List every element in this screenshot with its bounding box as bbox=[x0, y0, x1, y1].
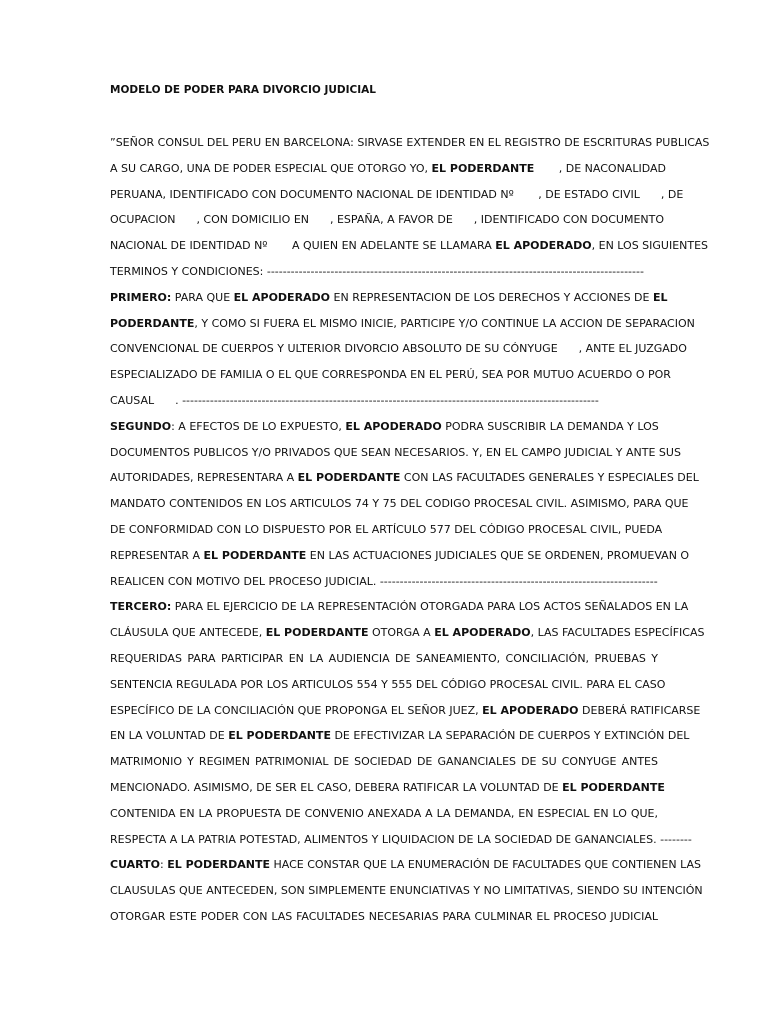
bold-text-segment: EL PODERDANTE bbox=[297, 471, 401, 485]
body-line bbox=[110, 213, 665, 227]
bold-text-segment: CUARTO bbox=[110, 858, 161, 872]
body-line bbox=[110, 626, 705, 640]
text-segment: EN LAS ACTUACIONES JUDICIALES QUE SE ORDENEN, PROMUEVAN O bbox=[306, 548, 690, 562]
text-segment: CONVENCIONAL DE CUERPOS Y ULTERIOR DIVORCIO ABSOLUTO DE SU CÓNYUGE , ANTE EL JUZGADO bbox=[110, 342, 687, 356]
body-line bbox=[110, 703, 701, 718]
text-segment: REQUERIDAS PARA PARTICIPAR EN LA AUDIENCIA DE SANEAMIENTO, CONCILIACIÓN, PRUEBAS Y bbox=[110, 652, 658, 665]
text-segment: CLAUSULAS QUE ANTECEDEN, SON SIMPLEMENTE ENUNCIATIVAS Y NO LIMITATIVAS, SIENDO SU INTENCIÓN bbox=[110, 884, 703, 898]
text-segment: OTORGAR ESTE PODER CON LAS FACULTADES NECESARIAS PARA CULMINAR EL PROCESO JUDICIAL bbox=[110, 910, 658, 923]
bold-text-segment: EL PODERDANTE bbox=[228, 729, 331, 743]
body-line bbox=[110, 471, 699, 485]
body-line bbox=[110, 677, 666, 692]
body-line bbox=[110, 755, 658, 769]
body-line bbox=[110, 832, 692, 847]
bold-text-segment: EL APODERADO bbox=[434, 626, 531, 640]
text-segment: REALICEN CON MOTIVO DEL PROCESO JUDICIAL. ---------------------------------------------------------------------- bbox=[110, 574, 658, 588]
bold-text-segment: PODERDANTE bbox=[110, 316, 195, 330]
text-segment: , LAS FACULTADES ESPECÍFICAS bbox=[530, 626, 705, 640]
bold-text-segment: EL APODERADO bbox=[482, 703, 579, 717]
body-line bbox=[110, 445, 681, 460]
body-line bbox=[110, 652, 658, 666]
text-segment: MANDATO CONTENIDOS EN LOS ARTICULOS 74 Y 75 DEL CODIGO PROCESAL CIVIL. ASIMISMO, PARA QUE bbox=[110, 497, 689, 511]
text-segment: DOCUMENTOS PUBLICOS Y/O PRIVADOS QUE SEAN NECESARIOS. Y, EN EL CAMPO JUDICIAL Y ANTE SUS bbox=[110, 445, 681, 459]
text-segment: TERMINOS Y CONDICIONES: ----------------------------------------------------------------------------------------------- bbox=[110, 265, 644, 278]
text-segment: CAUSAL . --------------------------------------------------------------------------------------------------------- bbox=[110, 394, 599, 407]
body-line bbox=[110, 729, 690, 743]
text-segment: PODRA SUSCRIBIR LA DEMANDA Y LOS bbox=[441, 419, 659, 433]
body-line bbox=[110, 910, 658, 924]
text-segment: EN LA VOLUNTAD DE bbox=[110, 729, 229, 743]
text-segment: , EN LOS SIGUIENTES bbox=[591, 239, 709, 253]
bold-text-segment: EL APODERADO bbox=[345, 419, 442, 433]
body-line bbox=[110, 497, 689, 511]
body-line bbox=[110, 884, 703, 898]
bold-text-segment: EL PODERDANTE bbox=[167, 858, 270, 872]
bold-text-segment: EL PODERDANTE bbox=[203, 548, 307, 562]
text-segment: : bbox=[160, 858, 168, 872]
body-line bbox=[110, 420, 658, 434]
bold-text-segment: SEGUNDO bbox=[110, 419, 172, 433]
body-line bbox=[110, 523, 663, 537]
body-line bbox=[110, 575, 658, 589]
body-line bbox=[110, 316, 695, 331]
bold-text-segment: EL APODERADO bbox=[233, 290, 331, 304]
text-segment: DEBERÁ RATIFICARSE bbox=[578, 703, 701, 717]
body-line bbox=[110, 781, 665, 795]
bold-text-segment: EL PODERDANTE bbox=[431, 161, 535, 175]
bold-text-segment: EL APODERADO bbox=[495, 239, 592, 253]
text-segment: MENCIONADO. ASIMISMO, DE SER EL CASO, DEBERA RATIFICAR LA VOLUNTAD DE bbox=[110, 781, 563, 794]
body-line bbox=[110, 342, 687, 356]
bold-text-segment: TERCERO: bbox=[110, 600, 172, 614]
text-segment: DE CONFORMIDAD CON LO DISPUESTO POR EL ARTÍCULO 577 DEL CÓDIGO PROCESAL CIVIL, PUEDA bbox=[110, 523, 663, 536]
text-segment: RESPECTA A LA PATRIA POTESTAD, ALIMENTOS Y LIQUIDACION DE LA SOCIEDAD DE GANANCIALES. -------- bbox=[110, 832, 692, 846]
text-segment: OCUPACION , CON DOMICILIO EN , ESPAÑA, A FAVOR DE , IDENTIFICADO CON DOCUMENTO bbox=[110, 213, 665, 227]
text-segment: PARA QUE bbox=[171, 290, 234, 304]
body-line bbox=[110, 136, 710, 150]
bold-text-segment: EL PODERDANTE bbox=[562, 781, 665, 794]
text-segment: EN REPRESENTACION DE LOS DERECHOS Y ACCIONES DE bbox=[330, 290, 653, 304]
body-line bbox=[110, 858, 701, 872]
text-segment: CON LAS FACULTADES GENERALES Y ESPECIALES DEL bbox=[400, 471, 699, 485]
text-segment: SENTENCIA REGULADA POR LOS ARTICULOS 554 Y 555 DEL CÓDIGO PROCESAL CIVIL. PARA EL CASO bbox=[110, 677, 666, 691]
text-segment: , DE NACONALIDAD bbox=[534, 161, 666, 175]
body-line bbox=[110, 239, 709, 253]
text-segment: ESPECIALIZADO DE FAMILIA O EL QUE CORRESPONDA EN EL PERÚ, SEA POR MUTUO ACUERDO O POR bbox=[110, 368, 671, 382]
text-segment: PERUANA, IDENTIFICADO CON DOCUMENTO NACIONAL DE IDENTIDAD Nº , DE ESTADO CIVIL , DE bbox=[110, 187, 684, 201]
text-segment: AUTORIDADES, REPRESENTARA A bbox=[110, 471, 298, 485]
text-segment: HACE CONSTAR QUE LA ENUMERACIÓN DE FACULTADES QUE CONTIENEN LAS bbox=[269, 858, 701, 872]
body-line bbox=[110, 600, 689, 614]
document-title: MODELO DE PODER PARA DIVORCIO JUDICIAL bbox=[110, 84, 376, 96]
text-segment: DE EFECTIVIZAR LA SEPARACIÓN DE CUERPOS Y EXTINCIÓN DEL bbox=[330, 729, 690, 743]
text-segment: REPRESENTAR A bbox=[110, 548, 204, 562]
bold-text-segment: PRIMERO: bbox=[110, 290, 172, 304]
text-segment: ESPECÍFICO DE LA CONCILIACIÓN QUE PROPONGA EL SEÑOR JUEZ, bbox=[110, 703, 483, 717]
text-segment: OTORGA A bbox=[368, 626, 435, 640]
text-segment: PARA EL EJERCICIO DE LA REPRESENTACIÓN OTORGADA PARA LOS ACTOS SEÑALADOS EN LA bbox=[171, 600, 689, 614]
text-segment: NACIONAL DE IDENTIDAD Nº A QUIEN EN ADELANTE SE LLAMARA bbox=[110, 239, 496, 253]
bold-text-segment: EL PODERDANTE bbox=[265, 626, 369, 640]
text-segment: CLÁUSULA QUE ANTECEDE, bbox=[110, 626, 266, 640]
text-segment: MATRIMONIO Y REGIMEN PATRIMONIAL DE SOCIEDAD DE GANANCIALES DE SU CONYUGE ANTES bbox=[110, 755, 658, 769]
text-segment: CONTENIDA EN LA PROPUESTA DE CONVENIO ANEXADA A LA DEMANDA, EN ESPECIAL EN LO QUE, bbox=[110, 806, 658, 820]
body-line bbox=[110, 548, 690, 563]
text-segment: , Y COMO SI FUERA EL MISMO INICIE, PARTICIPE Y/O CONTINUE LA ACCION DE SEPARACION bbox=[194, 316, 695, 330]
text-segment: ”SEÑOR CONSUL DEL PERU EN BARCELONA: SIRVASE EXTENDER EN EL REGISTRO DE ESCRITURAS PUBLICAS bbox=[110, 136, 710, 149]
bold-text-segment: EL bbox=[652, 290, 668, 304]
body-line bbox=[110, 161, 666, 176]
text-segment: A SU CARGO, UNA DE PODER ESPECIAL QUE OTORGO YO, bbox=[110, 161, 432, 175]
body-line bbox=[110, 187, 684, 202]
body-line bbox=[110, 265, 658, 279]
body-line bbox=[110, 807, 658, 821]
body-line bbox=[110, 368, 671, 382]
body-line bbox=[110, 394, 658, 408]
text-segment: : A EFECTOS DE LO EXPUESTO, bbox=[171, 419, 346, 433]
body-line bbox=[110, 290, 668, 305]
